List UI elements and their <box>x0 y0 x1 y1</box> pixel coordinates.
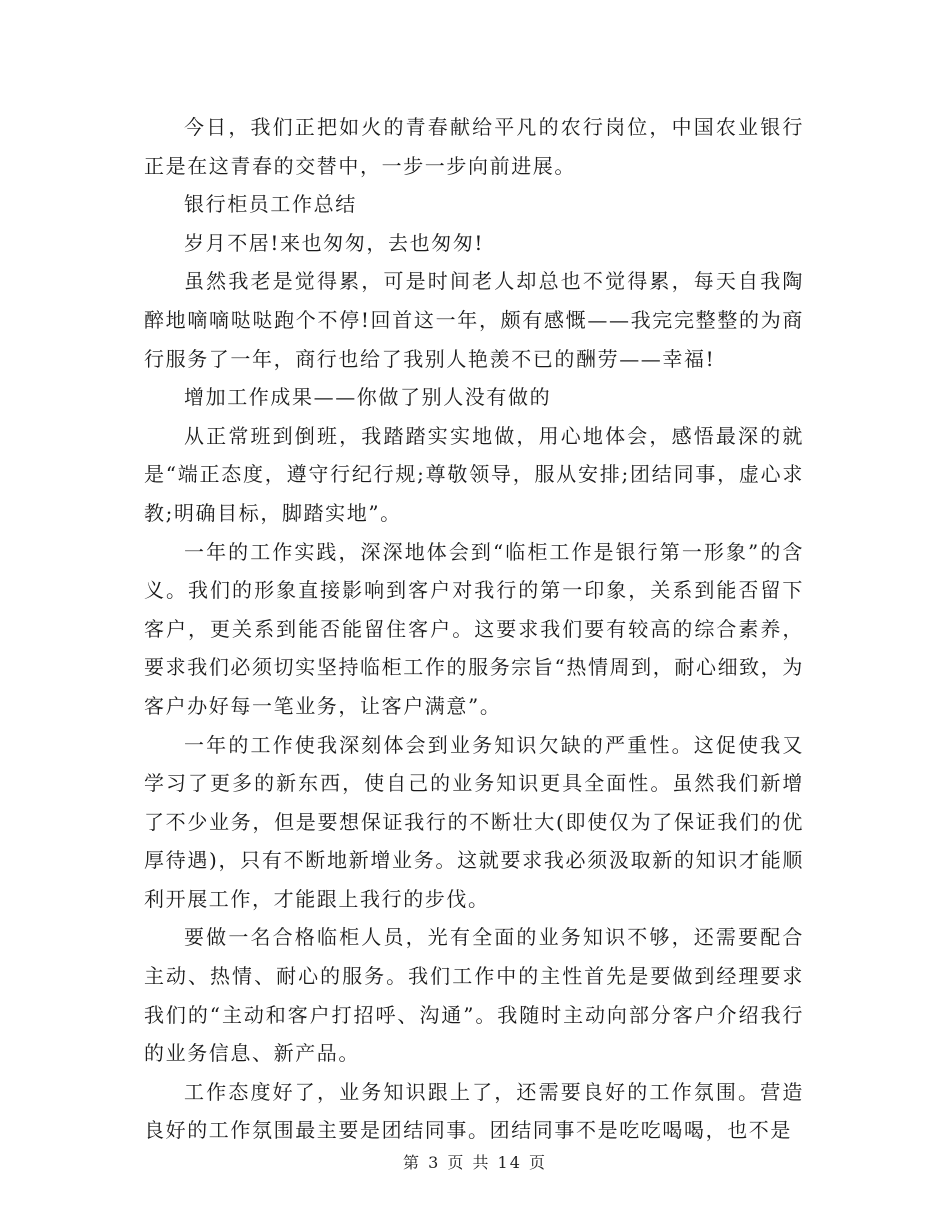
paragraph-5: 增加工作成果——你做了别人没有做的 <box>184 385 552 410</box>
paragraph-1: 今日，我们正把如火的青春献给平凡的农行岗位，中国农业银行正是在这青春的交替中，一步一步向前进展。 <box>144 115 804 178</box>
paragraph-9: 要做一名合格临柜人员，光有全面的业务知识不够，还需要配合主动、热情、耐心的服务。我们工作中的主性首先是要做到经理要求我们的“主动和客户打招呼、沟通”。我随时主动向部分客户介绍我行的业务信息、新产品。 <box>144 925 804 1066</box>
page-number-footer: 第 3 页 共 14 页 <box>403 1153 547 1172</box>
paragraph-heading: 银行柜员工作总结 <box>184 192 357 217</box>
paragraph-3: 岁月不居!来也匆匆，去也匆匆! <box>184 230 485 255</box>
paragraph-6: 从正常班到倒班，我踏踏实实地做，用心地体会，感悟最深的就是“端正态度，遵守行纪行规;尊敬领导，服从安排;团结同事，虚心求教;明确目标，脚踏实地”。 <box>144 423 804 525</box>
paragraph-7: 一年的工作实践，深深地体会到“临柜工作是银行第一形象”的含义。我们的形象直接影响到客户对我行的第一印象，关系到能否留下客户，更关系到能否能留住客户。这要求我们要有较高的综合素养，要求我们必须切实坚持临柜工作的服务宗旨“热情周到，耐心细致，为客户办好每一笔业务，让客户满意”。 <box>144 539 804 718</box>
paragraph-8: 一年的工作使我深刻体会到业务知识欠缺的严重性。这促使我又学习了更多的新东西，使自己的业务知识更具全面性。虽然我们新增了不少业务，但是要想保证我行的不断壮大(即使仅为了保证我们的优厚待遇)，只有不断地新增业务。这就要求我必须汲取新的知识才能顺利开展工作，才能跟上我行的步伐。 <box>144 732 804 911</box>
document-body <box>144 108 804 1150</box>
paragraph-10: 工作态度好了，业务知识跟上了，还需要良好的工作氛围。营造良好的工作氛围最主要是团结同事。团结同事不是吃吃喝喝，也不是 <box>144 1079 804 1143</box>
paragraph-4: 虽然我老是觉得累，可是时间老人却总也不觉得累，每天自我陶醉地嘀嘀哒哒跑个不停!回首这一年，颇有感慨——我完完整整的为商行服务了一年，商行也给了我别人艳羡不已的酬劳——幸福! <box>144 269 804 371</box>
